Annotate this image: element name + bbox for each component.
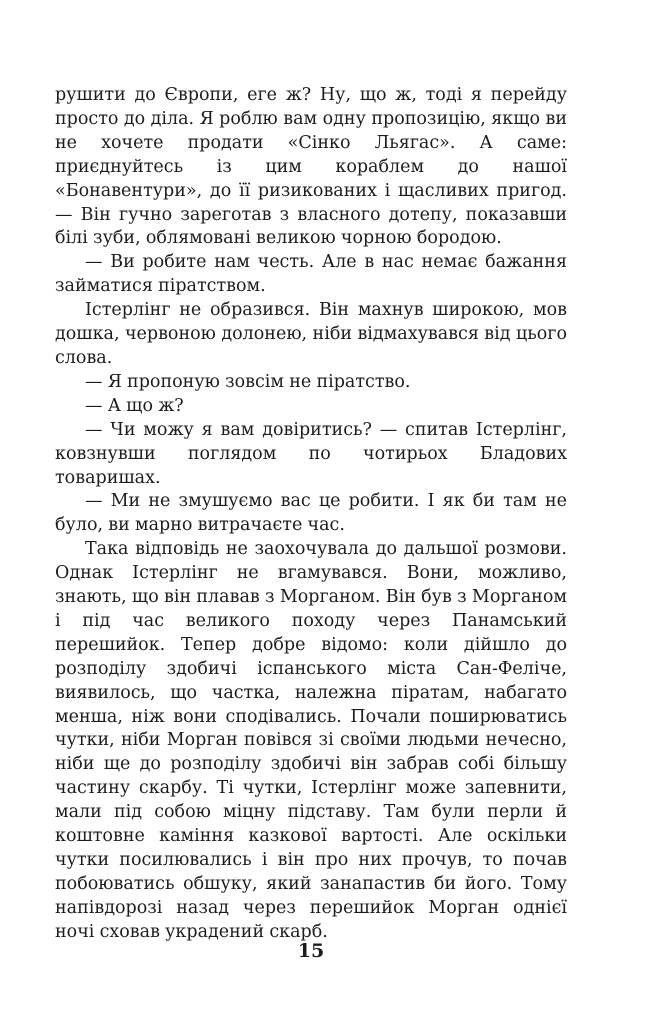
paragraph-dialogue: — Чи можу я вам довіритись? — спитав Істерлінг, ковзнувши поглядом по чотирьох Бладових товаришах. bbox=[55, 419, 567, 488]
page-text-block bbox=[55, 84, 567, 945]
paragraph-dialogue: — Я пропоную зовсім не піратство. bbox=[85, 371, 411, 392]
page-number: 15 bbox=[297, 940, 325, 962]
paragraph: Істерлінг не образився. Він махнув широкою, мов дошка, червоною долонею, ніби відмахувався від цього слова. bbox=[55, 300, 567, 368]
paragraph-dialogue: — А що ж? bbox=[85, 395, 184, 416]
paragraph: Така відповідь не заохочувала до дальшої розмови. Однак Істерлінг не вгамувався. Вони, можливо, знають, що він плавав з Морганом. Він був з Морганом і під час великого походу через Панамський перешийок. Тепер добре відомо: коли дійшло до розподілу здобичі іспанського міста Сан-Феліче, виявилось, що частка, належна піратам, набагато менша, ніж вони сподівались. Почали поширюватись чутки, ніби Морган повівся зі своїми людьми нечесно, ніби ще до розподілу здобичі він забрав собі більшу частину скарбу. Ті чутки, Істерлінг може запевнити, мали під собою міцну підставу. Там були перли й коштовне каміння казкової вартості. Але оскільки чутки посилювались і він про них прочув, то почав побоюватись обшуку, який занапастив би його. Тому напівдорозі назад через перешийок Морган однієї ночі сховав украдений скарб. bbox=[55, 539, 567, 942]
paragraph-dialogue: — Ви робите нам честь. Але в нас немає бажання займатися піратством. bbox=[55, 252, 567, 297]
paragraph-dialogue: — Ми не змушуємо вас це робити. І як би там не було, ви марно витрачаєте час. bbox=[55, 491, 567, 536]
paragraph-continuation: рушити до Європи, еге ж? Ну, що ж, тоді я перейду просто до діла. Я роблю вам одну пропозицію, якщо ви не хочете продати «Сінко Льягас». А саме: приєднуйтесь із цим кораблем до нашої «Бонавентури», до її ризикованих і щасливих пригод. — Він гучно зареготав з власного дотепу, показавши білі зуби, облямовані великою чорною бородою. bbox=[55, 85, 567, 249]
